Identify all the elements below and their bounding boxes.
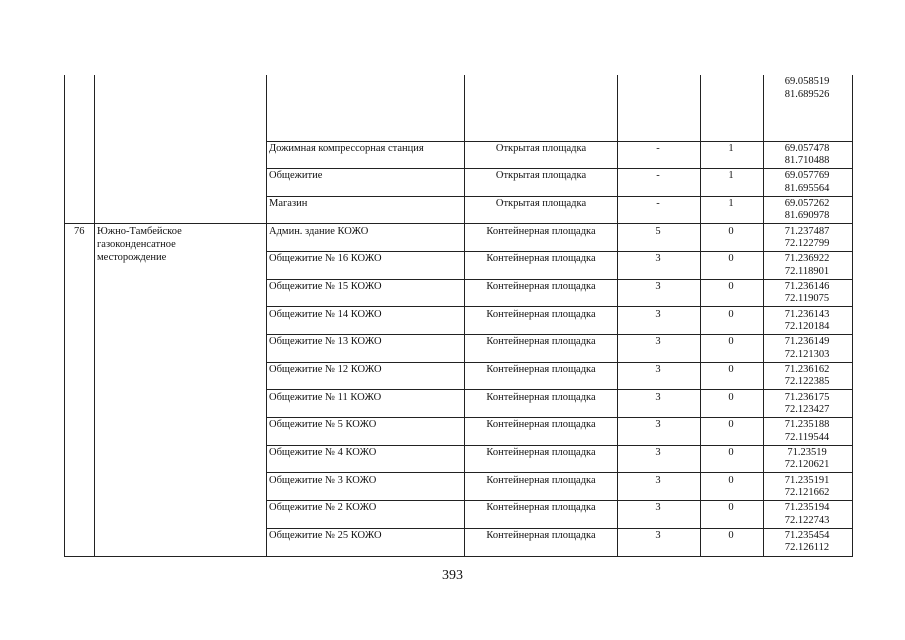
latitude: 71.236162	[784, 364, 830, 375]
value-a: 3	[655, 475, 661, 486]
value-b: 1	[728, 170, 734, 181]
site-type: Контейнерная площадка	[486, 447, 596, 458]
site-type: Контейнерная площадка	[486, 364, 596, 375]
table-col-divider	[700, 75, 701, 556]
site-type: Открытая площадка	[495, 143, 587, 154]
value-a: 3	[655, 364, 661, 375]
value-b: 0	[728, 419, 734, 430]
value-b: 1	[728, 143, 734, 154]
object-name: Общежитие № 5 КОЖО	[269, 419, 377, 430]
value-b: 0	[728, 392, 734, 403]
value-b: 0	[728, 502, 734, 513]
row-divider	[64, 223, 853, 224]
object-name: Общежитие № 12 КОЖО	[269, 364, 382, 375]
site-type: Контейнерная площадка	[486, 253, 596, 264]
object-name: Общежитие № 14 КОЖО	[269, 309, 382, 320]
value-a: 3	[655, 253, 661, 264]
value-b: 0	[728, 226, 734, 237]
latitude: 71.235191	[784, 475, 830, 486]
latitude: 71.235188	[784, 419, 830, 430]
value-a: -	[656, 170, 660, 181]
value-a: 3	[655, 392, 661, 403]
site-type: Контейнерная площадка	[486, 281, 596, 292]
value-a: 3	[655, 447, 661, 458]
value-b: 0	[728, 530, 734, 541]
latitude: 71.236175	[784, 392, 830, 403]
longitude: 72.122385	[784, 376, 830, 387]
row-divider	[266, 417, 853, 418]
site-type: Открытая площадка	[495, 198, 587, 209]
value-b: 1	[728, 198, 734, 209]
longitude: 72.123427	[784, 404, 830, 415]
row-divider	[266, 306, 853, 307]
latitude: 71.236146	[784, 281, 830, 292]
row-divider	[266, 445, 853, 446]
row-divider	[266, 168, 853, 169]
longitude: 72.126112	[784, 542, 830, 553]
site-type: Открытая площадка	[495, 170, 587, 181]
latitude: 69.057478	[784, 143, 830, 154]
object-name: Общежитие № 3 КОЖО	[269, 475, 377, 486]
value-a: -	[656, 198, 660, 209]
object-name: Общежитие № 15 КОЖО	[269, 281, 382, 292]
longitude: 72.119075	[784, 293, 830, 304]
object-name: Общежитие № 25 КОЖО	[269, 530, 382, 541]
row-divider	[266, 141, 853, 142]
row-divider	[266, 196, 853, 197]
longitude: 72.122799	[784, 238, 830, 249]
longitude: 72.121303	[784, 349, 830, 360]
latitude: 71.235454	[784, 530, 830, 541]
table-border-bottom	[64, 556, 853, 557]
site-type: Контейнерная площадка	[486, 226, 596, 237]
table-border-right	[852, 75, 853, 556]
field-name-line: Южно-Тамбейское	[97, 226, 182, 237]
object-name: Админ. здание КОЖО	[269, 226, 369, 237]
longitude: 72.120184	[784, 321, 830, 332]
value-a: 3	[655, 309, 661, 320]
site-type: Контейнерная площадка	[486, 475, 596, 486]
field-name-line: газоконденсатное	[97, 239, 176, 250]
value-a: 5	[655, 226, 661, 237]
object-name: Общежитие № 11 КОЖО	[269, 392, 382, 403]
table-col-divider	[266, 75, 267, 556]
object-name: Дожимная компрессорная станция	[269, 143, 424, 154]
longitude: 81.695564	[784, 183, 830, 194]
value-a: 3	[655, 419, 661, 430]
value-b: 0	[728, 253, 734, 264]
value-a: -	[656, 143, 660, 154]
site-type: Контейнерная площадка	[486, 502, 596, 513]
longitude: 72.120621	[784, 459, 830, 470]
row-divider	[266, 389, 853, 390]
value-a: 3	[655, 281, 661, 292]
value-a: 3	[655, 530, 661, 541]
longitude: 72.118901	[784, 266, 830, 277]
longitude: 72.122743	[784, 515, 830, 526]
latitude: 69.057769	[784, 170, 830, 181]
longitude: 81.710488	[784, 155, 830, 166]
row-divider	[266, 334, 853, 335]
value-b: 0	[728, 475, 734, 486]
value-b: 0	[728, 281, 734, 292]
object-name: Общежитие	[269, 170, 323, 181]
row-divider	[266, 500, 853, 501]
latitude: 71.23519	[787, 447, 827, 458]
object-name: Общежитие № 2 КОЖО	[269, 502, 377, 513]
longitude: 72.121662	[784, 487, 830, 498]
object-name: Общежитие № 13 КОЖО	[269, 336, 382, 347]
carry-over-lat: 69.058519	[784, 76, 830, 87]
latitude: 71.236922	[784, 253, 830, 264]
latitude: 71.236149	[784, 336, 830, 347]
value-b: 0	[728, 309, 734, 320]
row-divider	[266, 472, 853, 473]
latitude: 71.237487	[784, 226, 830, 237]
value-b: 0	[728, 364, 734, 375]
object-name: Общежитие № 4 КОЖО	[269, 447, 377, 458]
carry-over-lon: 81.689526	[784, 89, 830, 100]
row-divider	[266, 251, 853, 252]
object-name: Общежитие № 16 КОЖО	[269, 253, 382, 264]
table-col-divider	[94, 75, 95, 556]
site-type: Контейнерная площадка	[486, 530, 596, 541]
longitude: 81.690978	[784, 210, 830, 221]
value-a: 3	[655, 502, 661, 513]
latitude: 71.236143	[784, 309, 830, 320]
row-divider	[266, 279, 853, 280]
value-a: 3	[655, 336, 661, 347]
site-type: Контейнерная площадка	[486, 419, 596, 430]
field-name-line: месторождение	[97, 252, 167, 263]
longitude: 72.119544	[784, 432, 830, 443]
row-number: 76	[74, 226, 85, 237]
site-type: Контейнерная площадка	[486, 309, 596, 320]
site-type: Контейнерная площадка	[486, 336, 596, 347]
latitude: 71.235194	[784, 502, 830, 513]
latitude: 69.057262	[784, 198, 830, 209]
page-number: 393	[442, 568, 463, 583]
value-b: 0	[728, 447, 734, 458]
value-b: 0	[728, 336, 734, 347]
object-name: Магазин	[269, 198, 308, 209]
row-divider	[266, 528, 853, 529]
row-divider	[266, 362, 853, 363]
table-border-left	[64, 75, 65, 556]
table-col-divider	[617, 75, 618, 556]
site-type: Контейнерная площадка	[486, 392, 596, 403]
